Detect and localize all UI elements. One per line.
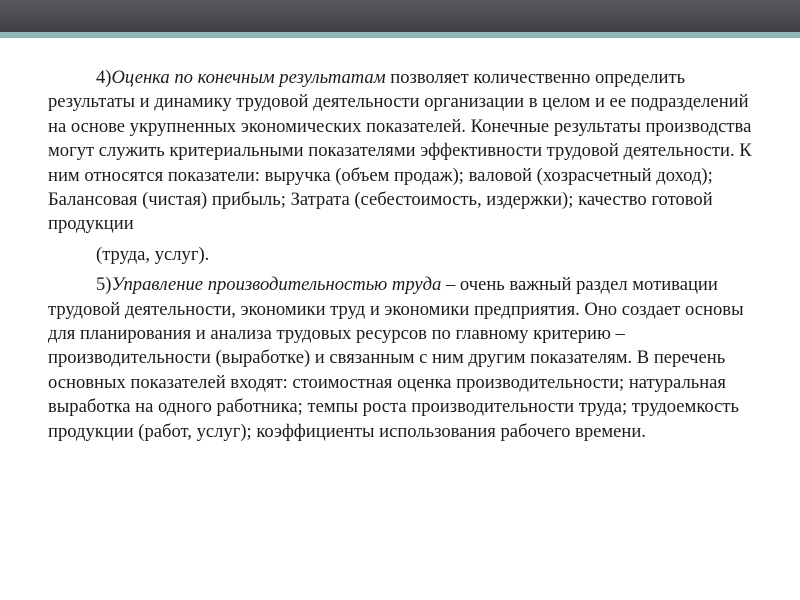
paragraph-5 [48,273,760,444]
header-accent-stripe [0,32,800,38]
paragraph-4-number: 4) [96,67,112,88]
slide-body [48,66,760,444]
paragraph-4-text: позволяет количественно определить результаты и динамику трудовой деятельности организации в целом и ее подразделений на основе укрупненных экономических показателей. Конечные результаты производства могут служить критериальными показателями эффективности трудовой деятельности. К ним относятся показатели: выручка (объем продаж); валовой (хозрасчетный доход); Балансовая (чистая) прибыль; Затрата (себестоимость, издержки); качество готовой продукции [48,67,752,235]
paragraph-5-number: 5) [96,274,112,296]
paragraph-4 [48,66,760,237]
paragraph-4-tail: (труда, услуг). [96,243,210,265]
paragraph-5-term: Управление производительностью труда [111,274,442,296]
paragraph-4-term: Оценка по конечным результатам [111,67,386,88]
paragraph-5-text: – очень важный раздел мотивации трудовой деятельности, экономики труд и экономики предприятия. Оно создает основы для планирования и анализа трудовых ресурсов по главному критерию – производительности (выработке) и связанным с ним другим показателям. В перечень основных показателей входят: стоимостная оценка производительности; натуральная выработка на одного работника; темпы роста производительности труда; трудоемкость продукции (работ, услуг); коэффициенты использования рабочего времени. [48,274,744,442]
header-bar [0,0,800,32]
